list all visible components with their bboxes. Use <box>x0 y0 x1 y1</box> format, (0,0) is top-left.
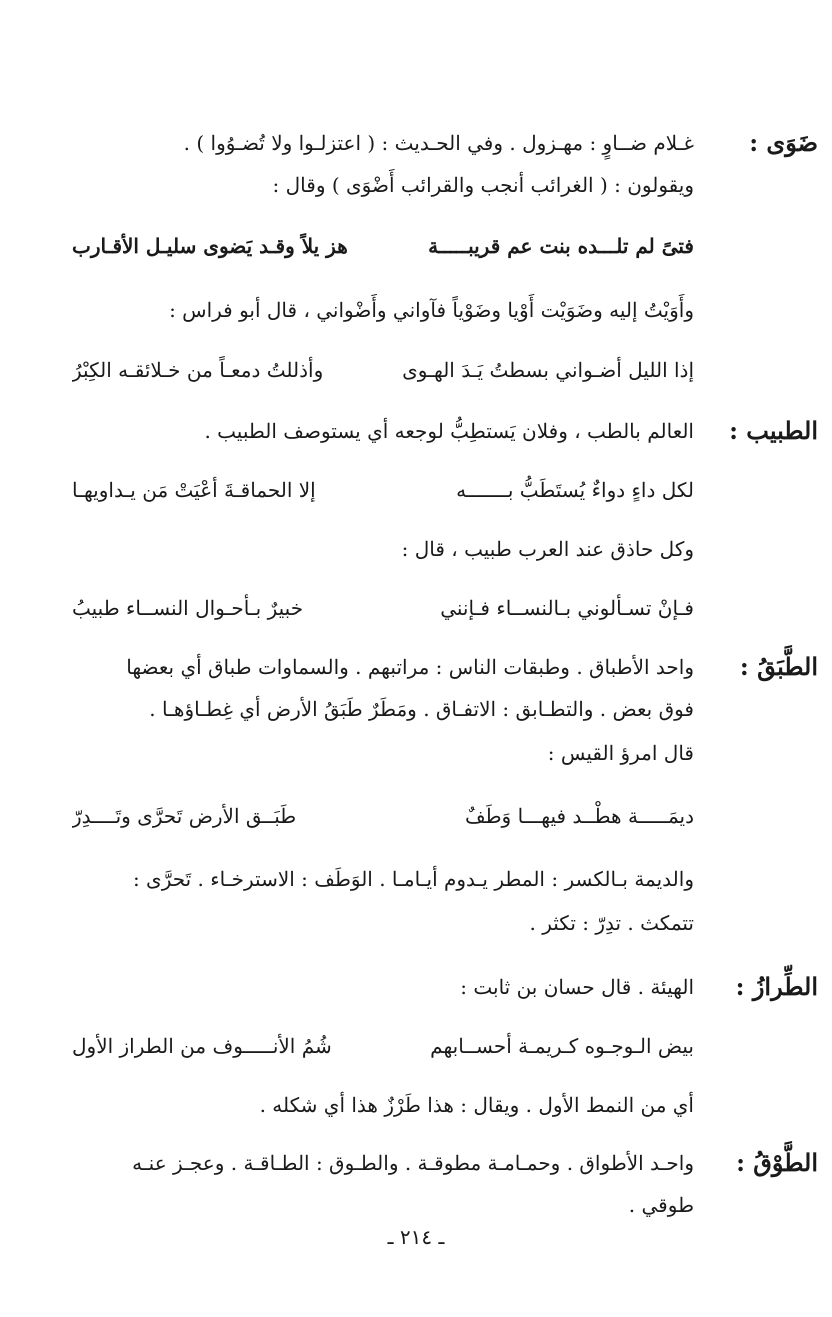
verse-second-hemistich: خبيرٌ بـأحـوال النســاء طبيبُ <box>72 596 304 620</box>
text-line: والديمة بـالكسر : المطر يـدوم أيـامـا . الوَطَف : الاسترخـاء . تَحرَّى : <box>132 867 694 891</box>
verse-first-hemistich: فـإنْ تسـألوني بـالنســاء فـإنني <box>440 596 694 620</box>
verse-second-hemistich: هز يلاً وقـد يَضوى سليـل الأقـارب <box>72 234 348 258</box>
verse-first-hemistich: ديمَـــــة هطْــد فيهـــا وَطَفٌ <box>464 804 694 828</box>
verse-line <box>72 796 694 836</box>
definition-line: طوقي . <box>628 1193 694 1217</box>
entry-term: الطبيب : <box>729 416 818 445</box>
entry-tabaq <box>72 650 818 690</box>
entry-term: الطِّرازُ : <box>735 972 818 1001</box>
definition-line: ويقولون : ( الغرائب أنجب والقرائب أَضْوَى ) وقال : <box>272 173 694 197</box>
verse-second-hemistich: إلا الحماقـةَ أعْيَتْ مَن يـداويهـا <box>72 478 316 502</box>
verse-first-hemistich: فتىً لم تلـــده بنت عم قريبـــــة <box>428 234 694 258</box>
verse-line <box>72 588 694 628</box>
entry-term: الطَّوْقُ : <box>736 1148 818 1177</box>
entry-tabib <box>72 414 818 454</box>
page-number: ـ ٢١٤ ـ <box>387 1225 445 1249</box>
definition-line: الهيئة . قال حسان بن ثابت : <box>460 975 694 999</box>
verse-line <box>72 1026 694 1066</box>
text-line: تتمكث . تدِرّ : تكثر . <box>529 911 694 935</box>
definition-line: فوق بعض . والتطـابق : الاتفـاق . ومَطَرٌ طَبَقُ الأرض أي غِطـاؤهـا . <box>149 697 694 721</box>
entry-tawq <box>72 1146 818 1186</box>
definition-line: غـلام ضــاوٍ : مهـزول . وفي الحـديث : ( اعتزلـوا ولا تُضـوُوا ) . <box>183 131 694 155</box>
verse-second-hemistich: وأذللتُ دمعـاً من خـلائقـه الكِبْرُ <box>72 358 324 382</box>
definition-line: واحد الأطباق . وطبقات الناس : مراتبهم . والسماوات طباق أي بعضها <box>126 655 694 679</box>
definition-line: واحـد الأطواق . وحمـامـة مطوقـة . والطـوق : الطـاقـة . وعجـز عنـه <box>132 1151 694 1175</box>
entry-term: ضَوَى : <box>749 128 818 157</box>
text-line: وأَوَيْتُ إليه وضَوَيْت أَوْيا وضَوْياً فآواني وأَضْواني ، قال أبو فراس : <box>169 298 694 322</box>
verse-line <box>72 350 694 390</box>
entry-dawa-cont <box>72 168 818 208</box>
definition-line: العالم بالطب ، وفلان يَستطِبُّ لوجعه أي يستوصف الطبيب . <box>204 419 694 443</box>
verse-line <box>72 470 694 510</box>
verse-line <box>72 226 694 266</box>
verse-first-hemistich: بيض الـوجـوه كـريمـة أحســابهم <box>430 1034 694 1058</box>
verse-first-hemistich: إذا الليل أضـواني بسطتُ يَـدَ الهـوى <box>402 358 694 382</box>
entry-tabaq-cont <box>72 736 818 776</box>
verse-second-hemistich: طَبَــق الأرض تَحرَّى وتَــــدِرّ <box>72 804 297 828</box>
entry-dawa <box>72 126 818 166</box>
entry-tabaq-cont <box>72 692 818 732</box>
definition-line: قال امرؤ القيس : <box>547 741 694 765</box>
text-line: أي من النمط الأول . ويقال : هذا طَرْزٌ هذا أي شكله . <box>259 1093 694 1117</box>
text-line: وكل حاذق عند العرب طبيب ، قال : <box>401 537 694 561</box>
entry-tiraz <box>72 970 818 1010</box>
verse-second-hemistich: شُمُ الأنـــــوف من الطراز الأول <box>72 1034 332 1058</box>
verse-first-hemistich: لكل داءٍ دواءٌ يُستَطَبُّ بـــــــه <box>456 478 694 502</box>
entry-term: الطَّبَقُ : <box>739 652 818 681</box>
